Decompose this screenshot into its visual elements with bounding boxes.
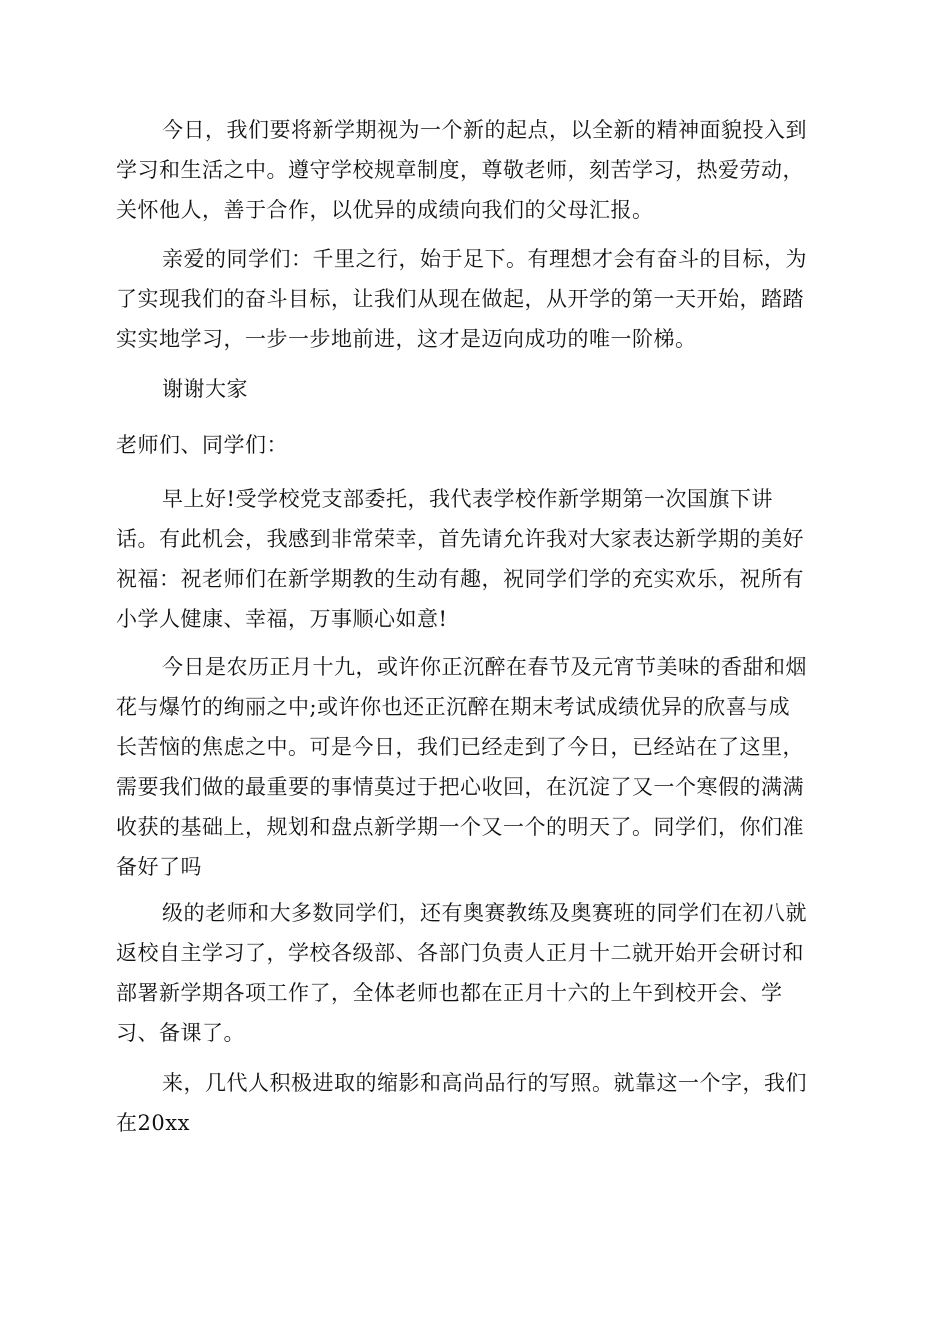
paragraph-line: 话。有此机会，我感到非常荣幸，首先请允许我对大家表达新学期的美好 [116,527,804,551]
paragraph-line: 收获的基础上，规划和盘点新学期一个又一个的明天了。同学们，你们准 [116,815,804,839]
paragraph-line: 了实现我们的奋斗目标，让我们从现在做起，从开学的第一天开始，踏踏 [116,287,804,311]
paragraph-1 [116,110,840,230]
paragraph-line: 需要我们做的最重要的事情莫过于把心收回，在沉淀了又一个寒假的满满 [116,775,804,799]
paragraph-line: 学习和生活之中。遵守学校规章制度，尊敬老师，刻苦学习，热爱劳动， [116,158,804,182]
paragraph-line: 早上好!受学校党支部委托，我代表学校作新学期第一次国旗下讲 [162,487,773,511]
paragraph-5 [116,893,840,1053]
paragraph-line: 习、备课了。 [116,1021,245,1045]
paragraph-line: 关怀他人，善于合作，以优异的成绩向我们的父母汇报。 [116,198,654,222]
paragraph-line: 级的老师和大多数同学们，还有奥赛教练及奥赛班的同学们在初八就 [162,901,807,925]
paragraph-line: 今日是农历正月十九，或许你正沉醉在春节及元宵节美味的香甜和烟 [162,655,807,679]
paragraph-line: 实实地学习，一步一步地前进，这才是迈向成功的唯一阶梯。 [116,327,697,351]
paragraph-line: 今日，我们要将新学期视为一个新的起点，以全新的精神面貌投入到 [162,118,807,142]
paragraph-line: 小学人健康、幸福，万事顺心如意! [116,607,448,631]
paragraph-4 [116,647,840,887]
paragraph-3 [116,479,840,639]
paragraph-line: 谢谢大家 [162,377,248,401]
paragraph-line: 祝福：祝老师们在新学期教的生动有趣，祝同学们学的充实欢乐，祝所有 [116,567,804,591]
paragraph-line: 长苦恼的焦虑之中。可是今日，我们已经走到了今日，已经站在了这里， [116,735,804,759]
paragraph-line: 返校自主学习了，学校各级部、各部门负责人正月十二就开始开会研讨和 [116,941,804,965]
paragraph-line: 备好了吗 [116,855,202,879]
salutation [116,425,840,465]
paragraph-line: 来，几代人积极进取的缩影和高尚品行的写照。就靠这一个字，我们 [162,1071,807,1095]
paragraph-line: 亲爱的同学们：千里之行，始于足下。有理想才会有奋斗的目标，为 [162,247,807,271]
thanks-line [116,369,840,409]
paragraph-line: 花与爆竹的绚丽之中;或许你也还正沉醉在期末考试成绩优异的欣喜与成 [116,695,791,719]
paragraph-line: 在20xx [116,1111,190,1135]
paragraph-line: 部署新学期各项工作了，全体老师也都在正月十六的上午到校开会、学 [116,981,783,1005]
paragraph-6 [116,1063,840,1143]
paragraph-line: 老师们、同学们： [116,433,288,457]
paragraph-2 [116,239,840,359]
